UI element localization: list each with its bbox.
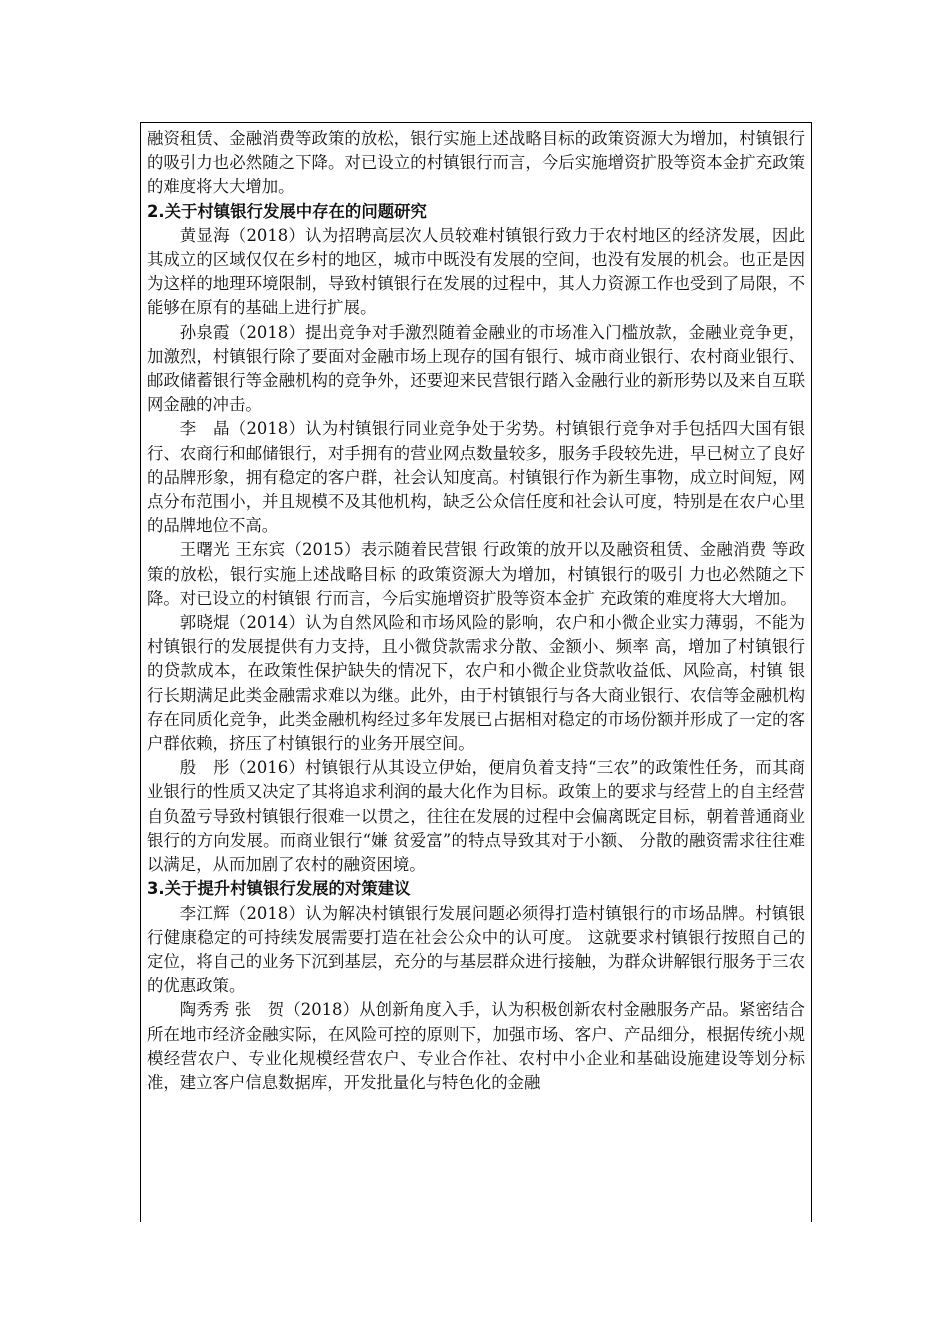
paragraph-yin: 殷 彤（2016）村镇银行从其设立伊始，便肩负着支持“三农”的政策性任务，而其商业银行的性质又决定了其将追求利润的最大化作为目标。政策上的要求与经营上的自主经营自负盈亏导致村镇银行很难一以贯之，往往在发展的过程中会偏离既定目标，朝着普通商业银行的方向发展。而商业银行“嫌 贫爱富”的特点导致其对于小额、 分散的融资需求往往难以满足，从而加剧了农村的融资困境。 [147, 758, 805, 875]
paragraph-continued: 融资租赁、金融消费等政策的放松，银行实施上述战略目标的政策资源大为增加，村镇银行的吸引力也必然随之下降。对已设立的村镇银行而言，今后实施增资扩股等资本金扩充政策的难度将大大增加。 [147, 129, 805, 197]
paragraph-huang: 黄显海（2018）认为招聘高层次人员较难村镇银行致力于农村地区的经济发展，因此其成立的区域仅仅在乡村的地区，城市中既没有发展的空间，也没有发展的机会。也正是因为这样的地理环境限制，导致村镇银行在发展的过程中，其人力资源工作也受到了局限，不能够在原有的基础上进行扩展。 [147, 225, 805, 318]
paragraph-tao: 陶秀秀 张 贺（2018）从创新角度入手，认为积极创新农村金融服务产品。紧密结合所在地市经济金融实际，在风险可控的原则下，加强市场、客户、产品细分，根据传统小规模经营农户、专业化规模经营农户、专业合作社、农村中小企业和基础设施建设等划分标准，建立客户信息数据库，开发批量化与特色化的金融 [147, 1000, 805, 1092]
section-heading-3: 3.关于提升村镇银行发展的对策建议 [147, 879, 411, 899]
paragraph-sun: 孙泉霞（2018）提出竞争对手激烈随着金融业的市场准入门槛放款，金融业竞争更，加激烈，村镇银行除了要面对金融市场上现存的国有银行、城市商业银行、农村商业银行、邮政储蓄银行等金融机构的竞争外，还要迎来民营银行踏入金融行业的新形势以及来自互联网金融的冲击。 [147, 322, 805, 415]
paragraph-guo: 郭晓焜（2014）认为自然风险和市场风险的影响，农户和小微企业实力薄弱，不能为村镇银行的发展提供有力支持，且小微贷款需求分散、金额小、频率 高，增加了村镇银行的贷款成本，在政策性保护缺失的情况下，农户和小微企业贷款收益低、风险高，村镇 银行长期满足此类金融需求难以为继。此外，由于村镇银行与各大商业银行、农信等金融机构存在同质化竞争，此类金融机构经过多年发展已占据相对稳定的市场份额并形成了一定的客户群依赖，挤压了村镇银行的业务开展空间。 [147, 613, 805, 754]
section-heading-2: 2.关于村镇银行发展中存在的问题研究 [147, 201, 427, 221]
paragraph-wang: 王曙光 王东宾（2015）表示随着民营银 行政策的放开以及融资租赁、金融消费 等政策的放松，银行实施上述战略目标 的政策资源大为增加，村镇银行的吸引 力也必然随之下降。对已设立的村镇银 行而言，今后实施增资扩股等资本金扩 充政策的难度将大大增加。 [147, 540, 805, 608]
document-frame [140, 122, 812, 1222]
paragraph-li-jianghui: 李江辉（2018）认为解决村镇银行发展问题必须得打造村镇银行的市场品牌。村镇银行健康稳定的可持续发展需要打造在社会公众中的认可度。 这就要求村镇银行按照自己的定位，将自己的业务下沉到基层，充分的与基层群众进行接触，为群众讲解银行服务于三农的优惠政策。 [147, 903, 805, 996]
paragraph-li-jing: 李 晶（2018）认为村镇银行同业竞争处于劣势。村镇银行竞争对手包括四大国有银行、农商行和邮储银行，对手拥有的营业网点数量较多，服务手段较先进，早已树立了良好的品牌形象，拥有稳定的客户群，社会认知度高。村镇银行作为新生事物，成立时间短，网点分布范围小，并且规模不及其他机构，缺乏公众信任度和社会认可度，特别是在农户心里的品牌地位不高。 [147, 419, 805, 536]
